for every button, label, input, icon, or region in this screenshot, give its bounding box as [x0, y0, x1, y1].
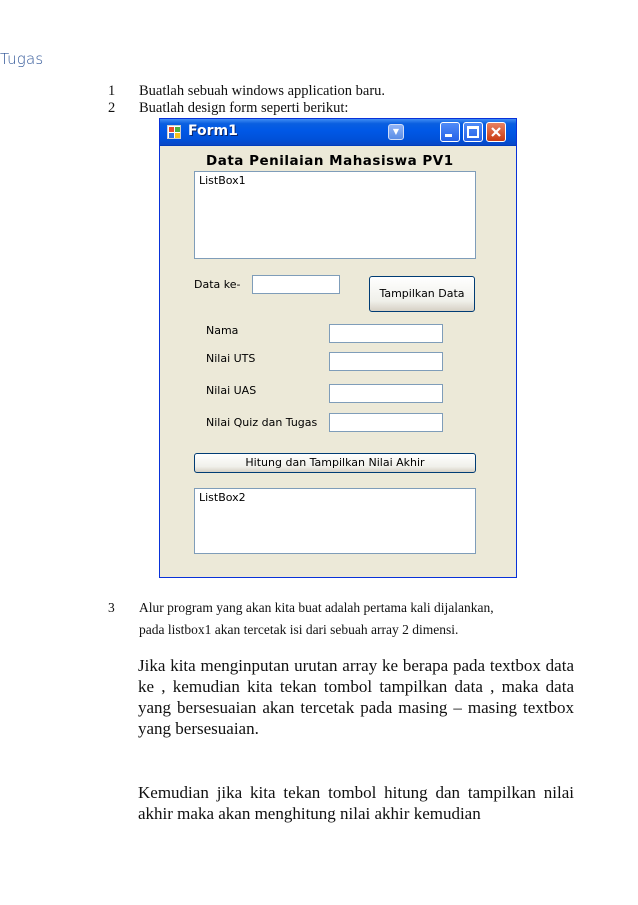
tampilkan-data-button[interactable]: Tampilkan Data: [369, 276, 475, 312]
paragraph-1: Jika kita menginputan urutan array ke berapa pada textbox data ke , kemudian kita tekan tombol tampilkan data , maka data yang bersesuaian akan tercetak pada masing – masing textbox yang bersesuaian.: [138, 656, 574, 738]
step-number: 1: [108, 83, 116, 99]
paragraph-2: Kemudian jika kita tekan tombol hitung dan tampilkan nilai akhir maka akan menghitung nilai akhir kemudian: [138, 783, 574, 823]
form1-window: [159, 118, 517, 578]
nilai-quiz-tugas-input[interactable]: [329, 413, 443, 432]
step-number: 2: [108, 100, 116, 116]
window-title: Form1: [188, 123, 238, 139]
step-text: Buatlah design form seperti berikut:: [139, 100, 349, 116]
maximize-button[interactable]: [463, 122, 483, 142]
application-icon: [167, 125, 181, 139]
listbox2-label: ListBox2: [199, 491, 246, 504]
listbox1[interactable]: [194, 171, 476, 259]
close-icon: [487, 123, 505, 141]
nama-label: Nama: [206, 324, 239, 337]
nilai-uts-input[interactable]: [329, 352, 443, 371]
form-heading: Data Penilaian Mahasiswa PV1: [206, 153, 454, 169]
step-text: Buatlah sebuah windows application baru.: [139, 83, 386, 99]
document-title: Tugas: [0, 50, 44, 68]
maximize-icon: [464, 123, 482, 141]
data-ke-label: Data ke-: [194, 278, 241, 291]
nilai-uas-label: Nilai UAS: [206, 384, 257, 397]
nilai-uas-input[interactable]: [329, 384, 443, 403]
listbox1-label: ListBox1: [199, 174, 246, 187]
step-number: 3: [108, 600, 115, 615]
nilai-uts-label: Nilai UTS: [206, 352, 256, 365]
step-text-line2: pada listbox1 akan tercetak isi dari sebuah array 2 dimensi.: [139, 622, 459, 637]
data-ke-input[interactable]: [252, 275, 340, 294]
hitung-tampilkan-button[interactable]: Hitung dan Tampilkan Nilai Akhir: [194, 453, 476, 473]
window-titlebar[interactable]: [160, 119, 516, 146]
dropdown-arrow-icon[interactable]: ▼: [388, 124, 404, 140]
step-text-line1: Alur program yang akan kita buat adalah pertama kali dijalankan,: [139, 600, 494, 615]
listbox2[interactable]: [194, 488, 476, 554]
nilai-quiz-tugas-label: Nilai Quiz dan Tugas: [206, 416, 318, 429]
minimize-icon: [441, 123, 459, 141]
nama-input[interactable]: [329, 324, 443, 343]
close-button[interactable]: [486, 122, 506, 142]
minimize-button[interactable]: [440, 122, 460, 142]
